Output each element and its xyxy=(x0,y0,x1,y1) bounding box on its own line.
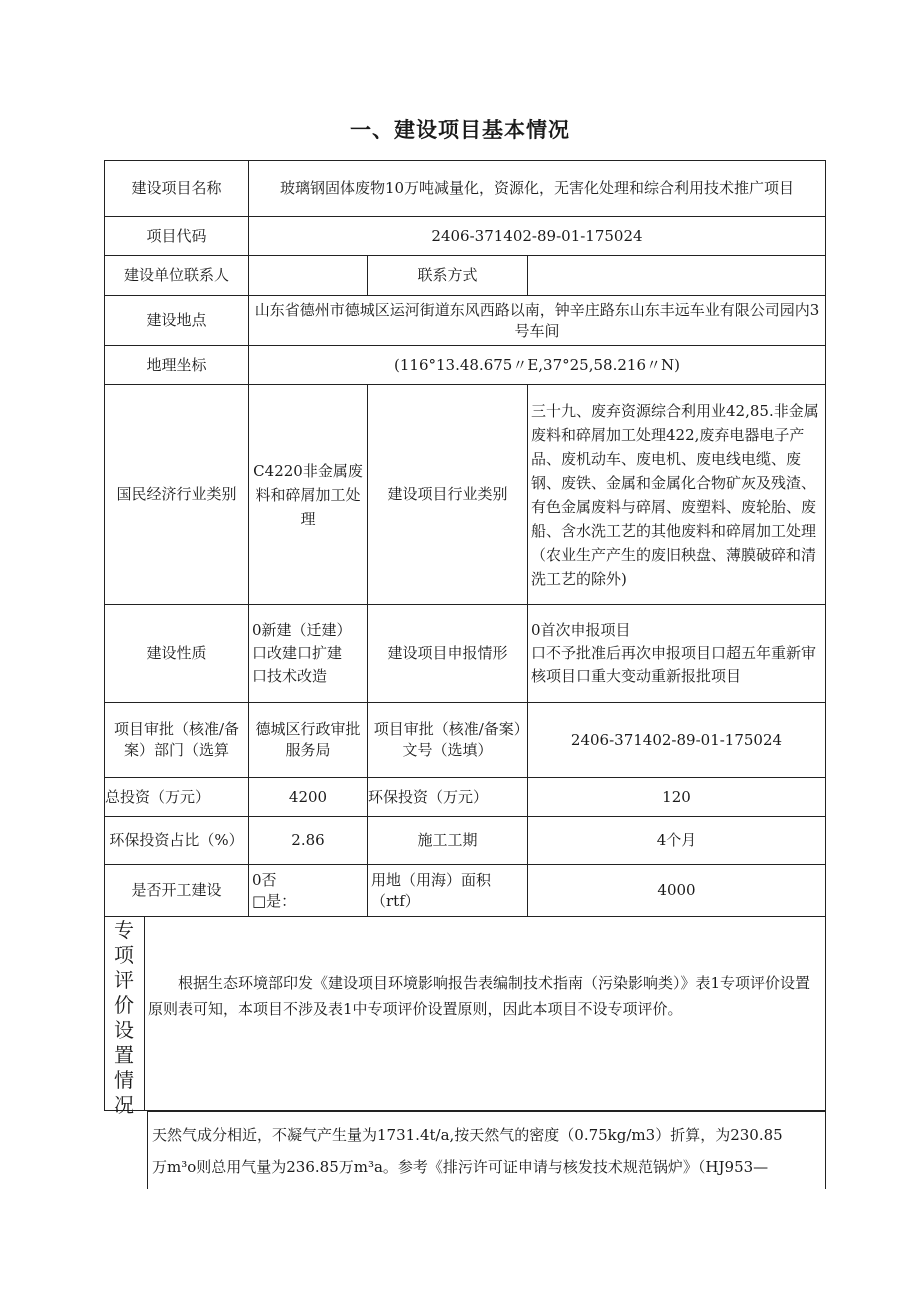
land-area-label: 用地（用海）面积（rtf） xyxy=(371,870,492,910)
industry-category-value: C4220非金属废料和碎屑加工处理 xyxy=(253,461,363,528)
special-label-char: 项 xyxy=(114,943,134,967)
approval-doc-label: 项目审批（核准/备案）文号（选填） xyxy=(373,720,522,759)
started-option-yes: □是： xyxy=(252,891,297,910)
contact-method-label: 联系方式 xyxy=(417,266,478,284)
project-industry-label: 建设项目行业类别 xyxy=(387,485,508,503)
started-options xyxy=(249,865,367,916)
special-label-char: 置 xyxy=(114,1043,134,1067)
project-industry-value: 三十九、废弃资源综合利用业42,85.非金属废料和碎屑加工处理422,废弃电器电子产品、废机动车、废电机、废电线电缆、废钢、废铁、金属和金属化合物矿灰及残渣、有色金属废料与碎屑、废塑料、废轮胎、废船、含水洗工艺的其他废料和碎屑加工处理（农业生产产生的废旧秧盘、薄膜破碎和清洗工艺的除外) xyxy=(531,401,819,588)
nature-option-tech: 口技术改造 xyxy=(252,667,328,685)
construction-nature-options xyxy=(249,605,367,702)
project-code-label: 项目代码 xyxy=(146,226,207,245)
location-label: 建设地点 xyxy=(146,311,207,329)
approval-dept-value: 德城区行政审批服务局 xyxy=(255,720,361,759)
special-label-char: 设 xyxy=(114,1018,134,1042)
special-label-char: 专 xyxy=(114,918,134,942)
special-label-char: 评 xyxy=(114,968,134,992)
nature-option-rebuild: 口改建口扩建 xyxy=(252,644,343,662)
started-option-no: 0否 xyxy=(252,870,277,889)
approval-doc-value: 2406-371402-89-01-175024 xyxy=(570,730,783,749)
approval-dept-label: 项目审批（核准/备案）部门（选算 xyxy=(113,720,240,759)
project-name-label: 建设项目名称 xyxy=(131,179,222,197)
env-investment-value: 120 xyxy=(662,787,691,806)
total-investment-value: 4200 xyxy=(288,787,328,806)
project-code-value: 2406-371402-89-01-175024 xyxy=(431,226,643,245)
total-investment-label: 总投资（万元） xyxy=(105,787,211,806)
contact-person-label: 建设单位联系人 xyxy=(123,266,229,284)
special-label-char: 情 xyxy=(114,1068,134,1092)
report-option-first: 0首次申报项目 xyxy=(531,621,631,639)
special-label-char: 价 xyxy=(114,993,134,1017)
project-name-value: 玻璃钢固体废物10万吨减量化，资源化，无害化处理和综合利用技术推广项目 xyxy=(279,179,795,197)
special-evaluation-label xyxy=(104,918,144,1118)
construction-period-label: 施工工期 xyxy=(417,831,478,849)
land-area-value: 4000 xyxy=(657,881,696,899)
report-option-other: 口不予批准后再次申报项目口超五年重新审核项目口重大变动重新报批项目 xyxy=(531,644,817,685)
env-ratio-value: 2.86 xyxy=(291,831,325,849)
location-value: 山东省德州市德城区运河街道东风西路以南，钟辛庄路东山东丰远车业有限公司园内3号车间 xyxy=(254,300,820,340)
special-evaluation-text: 根据生态环境部印发《建设项目环境影响报告表编制技术指南（污染影响类）》表1专项评价设置原则表可知，本项目不涉及表1中专项评价设置原则，因此本项目不设专项评价。 xyxy=(148,974,811,1018)
coordinates-label: 地理坐标 xyxy=(146,355,207,374)
env-ratio-label: 环保投资占比（%） xyxy=(109,831,244,849)
report-status-options xyxy=(528,605,825,702)
started-label: 是否开工建设 xyxy=(131,881,222,899)
fragment-line-1: 天然气成分相近，不凝气产生量为1731.4t/a,按天然气的密度（0.75kg/m3）折算，为230.85 xyxy=(152,1126,783,1144)
contact-person-value xyxy=(249,256,367,295)
contact-method-value xyxy=(528,256,825,295)
fragment-line-2: 万m³o则总用气量为236.85万m³a。参考《排污许可证申请与核发技术规范锅炉》（HJ953— xyxy=(152,1158,769,1176)
env-investment-label: 环保投资（万元） xyxy=(368,787,489,806)
construction-nature-label: 建设性质 xyxy=(146,644,207,662)
construction-period-value: 4个月 xyxy=(656,831,697,849)
special-label-char: 况 xyxy=(114,1093,134,1117)
report-status-label: 建设项目申报情形 xyxy=(387,644,508,662)
nature-option-new: 0新建（迁建） xyxy=(252,621,352,639)
industry-category-label: 国民经济行业类别 xyxy=(116,485,237,503)
page-title: 一、建设项目基本情况 xyxy=(350,118,570,142)
coordinates-value: (116°13.48.675〃E,37°25,58.216〃N) xyxy=(394,355,680,374)
